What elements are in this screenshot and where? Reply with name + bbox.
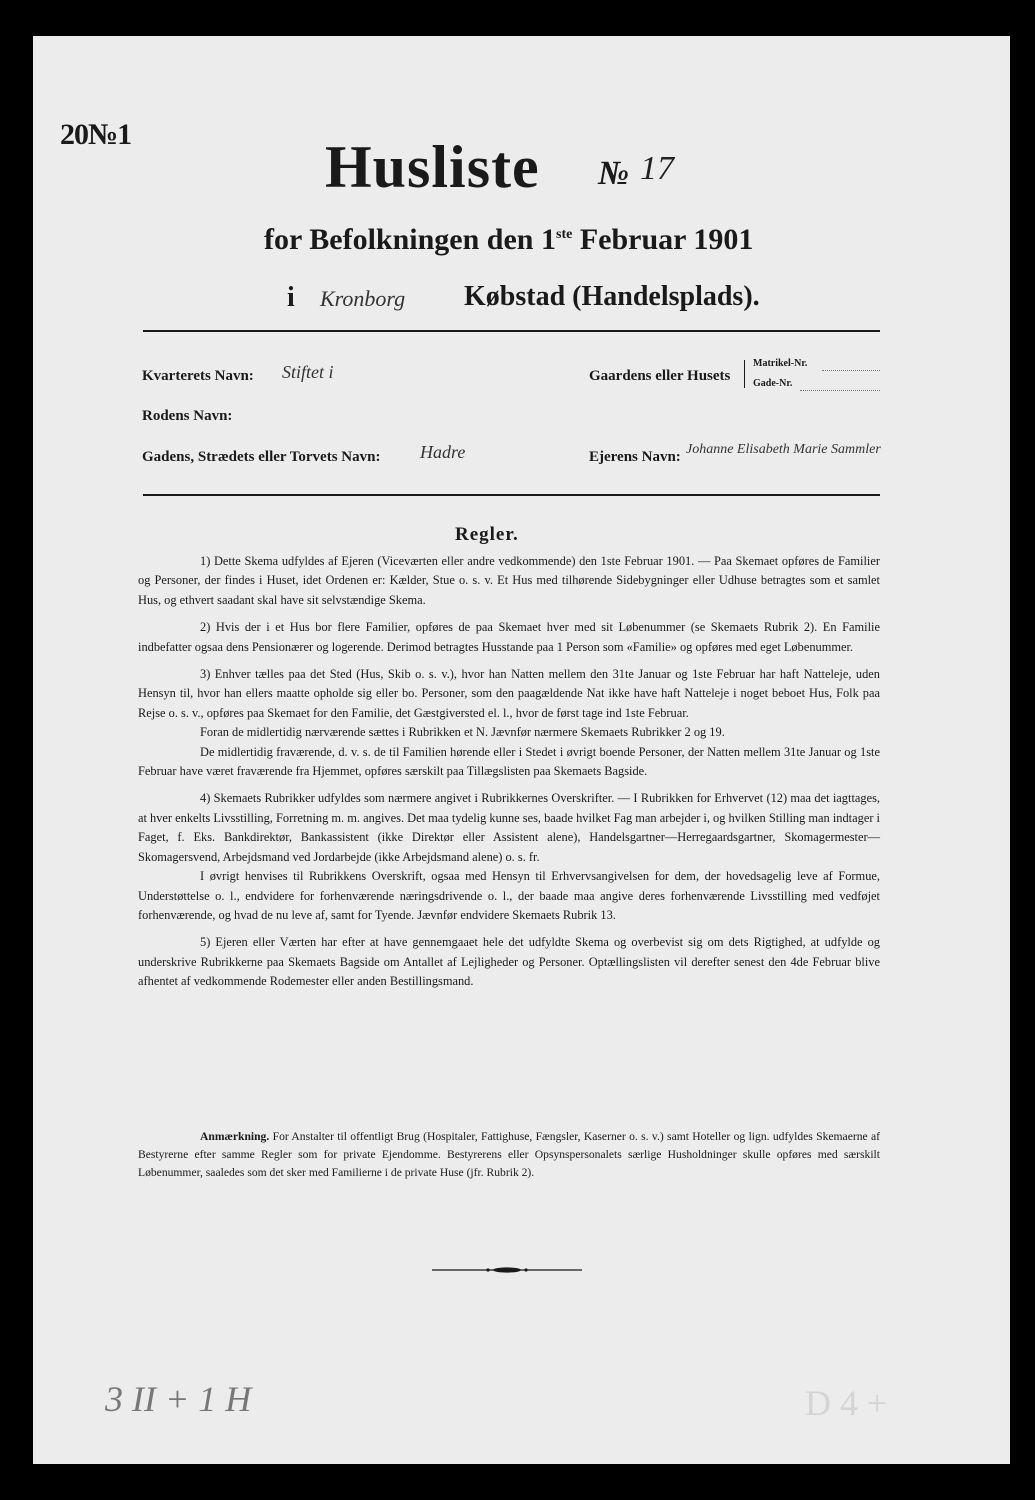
subtitle-line2-prefix: i [287,282,295,313]
note-paragraph [138,1128,880,1182]
title-number-mark: № [598,155,630,192]
gade-nr-dots [800,390,880,391]
rules-heading: Regler. [455,524,519,545]
note-label: Anmærkning. [200,1130,270,1143]
note-text: For Anstalter til offentligt Brug (Hospitaler, Fattighuse, Fængsler, Kaserner o. s. v.) samt Hoteller og lign. udfyldes Skemaerne af Bestyrerne efter samme Regler som for private Ejendomme. Bestyrerens eller Opsynspersonalets særlige Husholdninger skulle opføres med særskilt Løbenummer, saaledes som det sker med Familierne i de private Huse (jfr. Rubrik 2). [138,1130,880,1179]
rule-2: 2) Hvis der i et Hus bor flere Familier, opføres de paa Skemaet hver med sit Løbenummer (se Skemaets Rubrik 2). En Familie indbefatter ogsaa dens Pensionærer og logerende. Derimod betragtes Husstande paa 1 Person som «Familie» og opføres med eget Løbenummer. [138,620,880,654]
gade-navn-label: Gadens, Strædets eller Torvets Navn: [142,449,381,465]
subtitle-line1-sup: ste [556,227,573,242]
roden-label: Rodens Navn: [142,408,233,424]
gade-navn-value: Hadre [420,442,466,462]
subtitle-line1-end: Februar 1901 [572,223,754,256]
subtitle-town-type: Købstad (Handelsplads). [464,281,760,312]
subtitle-date-line [264,223,753,257]
rule-3: 3) Enhver tælles paa det Sted (Hus, Skib o. s. v.), hvor han Natten mellem den 31te Januar og 1ste Februar har haft Natteleje, uden Hensyn til, hvor han ellers maatte opholde sig eller bo. Personer, som den paagældende Nat ikke have haft Natteleje i noget beboet Hus, Folk paa Rejse o. s. v., opføres paa Skemaet for den Familie, det Gæstgiversted el. l., hvor de først tage ind 1ste Februar. [138,667,880,720]
ornament-divider-icon [432,1266,582,1274]
header-divider-top [143,330,880,332]
rule-1: 1) Dette Skema udfyldes af Ejeren (Viceværten eller andre vedkommende) den 1ste Februar 1901. — Paa Skemaet opføres de Familier og Personer, der findes i Huset, idet Ordenen er: Kælder, Stue o. s. v. Et Hus med tilhørende Sidebygninger eller Udhuse betragtes som et samlet Hus, og ethvert saadant skal have sit selvstændige Skema. [138,554,880,607]
header-divider-bottom [143,494,880,496]
form-title: Husliste [325,134,540,200]
handwritten-archive-note: 3 II + 1 H [105,1379,252,1419]
subtitle-line1-main: for Befolkningen den 1 [264,223,556,256]
rule-3-temporarily-absent: De midlertidig fraværende, d. v. s. de til Familien hørende eller i Stedet i øvrigt boende Personer, der Natten mellem 31te Januar og 1ste Februar have været fraværende fra Hjemmet, opføres særskilt paa Tillægslisten paa Skemaets Bagside. [138,744,880,779]
kvarter-label: Kvarterets Navn: [142,368,254,384]
rule-4: 4) Skemaets Rubrikker udfyldes som nærmere angivet i Rubrikkernes Overskrifter. — I Rubrikken for Erhvervet (12) maa det iagttages, at hver enkelts Livsstilling, Forretning m. m. angives. Det maa tydelig kunne ses, baade hvilket Fag man arbejder i, og hvilken Stilling man indtager i Faget, f. Eks. Bankdirektør, Bankassistent (ikke Direktør eller Assistent alene), Handelsgartner—Herregaardsgartner, Skomagermester—Skomagersvend, Arbejdsmand ved Jordarbejde (ikke Arbejdsmand alene) o. s. fr. [138,791,880,864]
note-block [138,1128,880,1182]
rule-3-absent-marker: Foran de midlertidig nærværende sættes i Rubrikken et N. Jævnfør nærmere Skemaets Rubrikker 2 og 19. [200,725,725,740]
gaard-brace [744,360,749,388]
handwritten-list-number: 17 [640,150,674,187]
rule-4-referrals: I øvrigt henvises til Rubrikkens Overskrift, ogsaa med Hensyn til Erhvervsangivelsen for dem, der hovedsagelig leve af Formue, Understøttelse o. l., endvidere for forhenværende næringsdrivende o. l., der baade maa angive deres forhenværende Livsstilling med vedføjet forhenværende, og hvad de nu leve af, samt for Tyende. Jævnfør endvidere Skemaets Rubrik 13. [138,869,880,922]
matrikel-label: Matrikel-Nr. [753,358,808,369]
ejer-label: Ejerens Navn: [589,449,681,465]
rule-5: 5) Ejeren eller Værten har efter at have gennemgaaet hele det udfyldte Skema og overbevist sig om dets Rigtighed, at udfylde og underskrive Rubrikkerne paa Skemaets Bagside om Antallet af Lejligheder og Personer. Optællingslisten vil derefter senest den 4de Februar blive afhentet af vedkommende Rodemester eller anden Bestillingsmand. [138,935,880,989]
kvarter-value: Stiftet i [282,362,334,382]
faint-bleedthrough-mark: D 4 + [805,1383,888,1423]
handwritten-town-name: Kronborg [320,286,406,311]
archive-stamp: 20№1 [60,118,132,151]
gade-nr-label: Gade-Nr. [753,378,793,389]
ejer-value: Johanne Elisabeth Marie Sammler [686,442,881,457]
matrikel-dots [822,370,880,371]
gaard-label: Gaardens eller Husets [589,368,731,384]
rules-body [138,552,880,1000]
